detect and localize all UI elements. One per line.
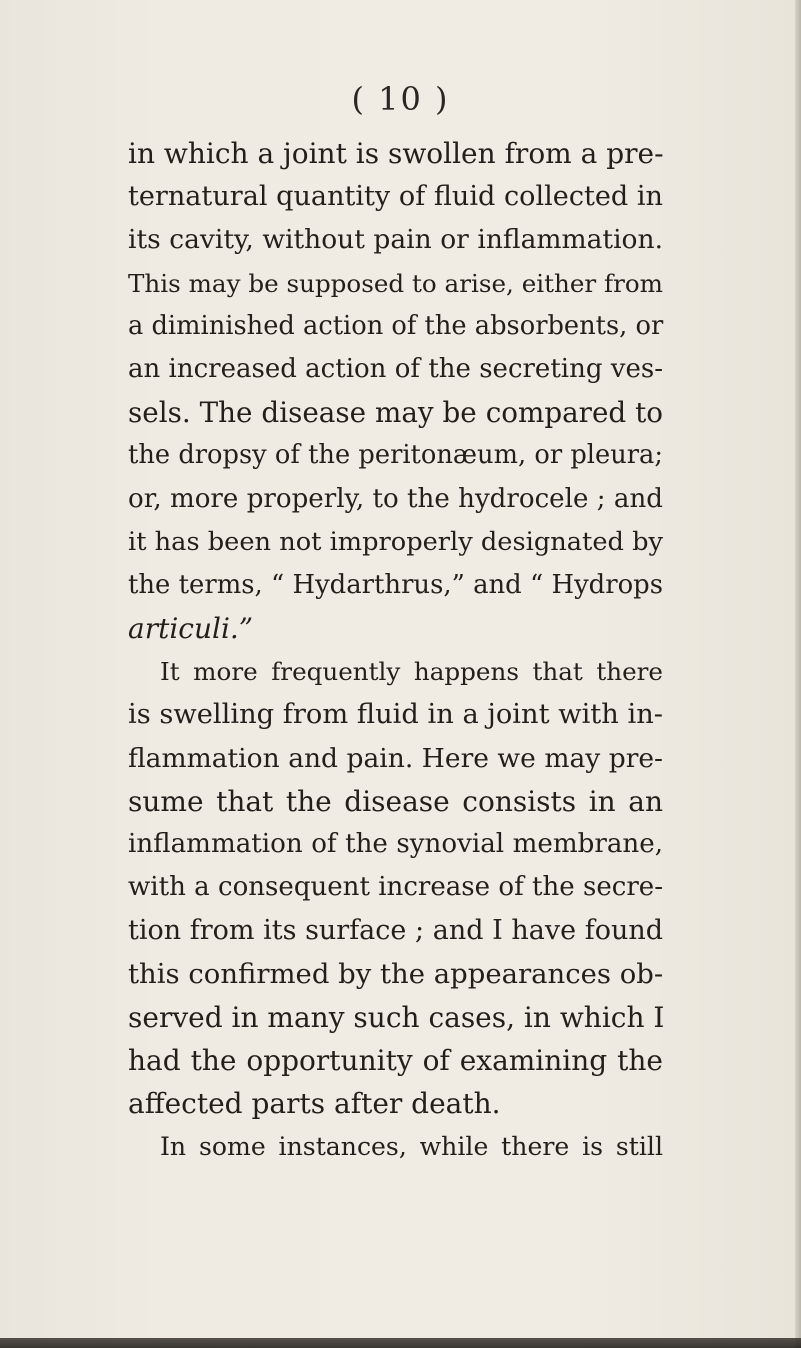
text-line: flammation and pain. Here we may pre- [128,742,663,774]
text-line: had the opportunity of examining the [128,1043,663,1077]
paragraph-start-line: It more frequently happens that there [160,657,663,687]
text-line: the dropsy of the peritonæum, or pleura; [128,440,663,471]
text-line: or, more properly, to the hydrocele ; and [128,483,663,514]
text-line: served in many such cases, in which I [128,1000,665,1034]
text-line-latin-term: articuli.” [128,612,254,646]
text-line: it has been not improperly designated by [128,526,663,557]
page-number: ( 10 ) [351,80,450,118]
text-line: is swelling from fluid in a joint with in- [128,699,664,731]
page-bottom-edge [0,1338,801,1348]
paragraph-end-line: affected parts after death. [128,1087,501,1121]
text-line: with a consequent increase of the secre- [128,872,663,903]
text-line: This may be supposed to arise, either from [128,268,663,298]
page-edge-shadow [795,0,801,1348]
text-line: tion from its surface ; and I have found [128,915,663,947]
text-line: inflammation of the synovial membrane, [128,829,663,859]
text-line-with-latin-terms: the terms, “ Hydarthrus,” and “ Hydrops [128,569,663,600]
text-line: this confirmed by the appearances ob- [128,957,664,990]
text-line: a diminished action of the absorbents, or [128,310,664,341]
text-line: an increased action of the secreting ves- [128,353,663,384]
paragraph-start-line: In some instances, while there is still [160,1132,663,1162]
text-line: sels. The disease may be compared to [128,396,663,430]
text-line: in which a joint is swollen from a pre- [128,137,664,170]
text-line: ternatural quantity of fluid collected in [128,181,663,213]
body-text [128,132,663,1169]
text-line: sume that the disease consists in an [128,784,663,818]
text-line: its cavity, without pain or inflammation. [128,224,663,256]
